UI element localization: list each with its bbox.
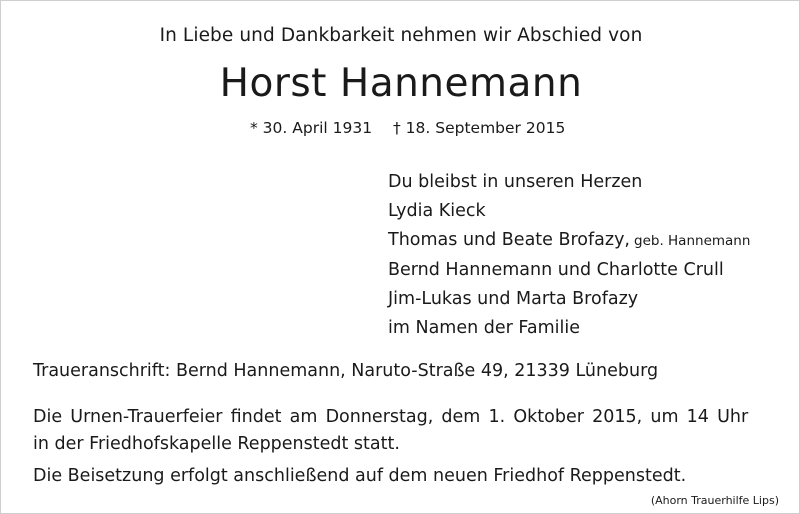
mourning-address: Traueranschrift: Bernd Hannemann, Naruto-Straße 49, 21339 Lüneburg	[33, 361, 659, 381]
mourner-text: Lydia Kieck	[388, 201, 486, 221]
deceased-name: Horst Hannemann	[219, 61, 583, 106]
ceremony-line-2: in der Friedhofskapelle Reppenstedt statt.	[33, 434, 400, 454]
mourner-line	[388, 197, 750, 226]
ceremony-info	[33, 404, 773, 458]
mourner-text: Du bleibst in unseren Herzen	[388, 172, 643, 192]
mourner-line	[388, 256, 750, 285]
mourner-line	[388, 168, 750, 197]
funeral-home-credit: (Ahorn Trauerhilfe Lips)	[650, 494, 779, 507]
mourner-text: Thomas und Beate Brofazy,	[388, 230, 630, 250]
birth-date: * 30. April 1931	[250, 119, 373, 137]
burial-info: Die Beisetzung erfolgt anschließend auf dem neuen Friedhof Reppenstedt.	[33, 466, 687, 486]
mourner-text: Jim-Lukas und Marta Brofazy	[388, 289, 639, 309]
intro-text: In Liebe und Dankbarkeit nehmen wir Abschied von	[159, 25, 643, 46]
mourner-line	[388, 314, 750, 343]
mourner-line	[388, 285, 750, 314]
mourner-text: im Namen der Familie	[388, 318, 580, 338]
mourner-line	[388, 226, 750, 256]
ceremony-line-1: Die Urnen-Trauerfeier findet am Donnerstag, dem 1. Oktober 2015, um 14 Uhr	[33, 407, 749, 427]
death-date: † 18. September 2015	[393, 119, 566, 137]
mourner-text: Bernd Hannemann und Charlotte Crull	[388, 260, 724, 280]
mourner-note: geb. Hannemann	[634, 233, 751, 249]
mourners-list	[388, 168, 750, 343]
